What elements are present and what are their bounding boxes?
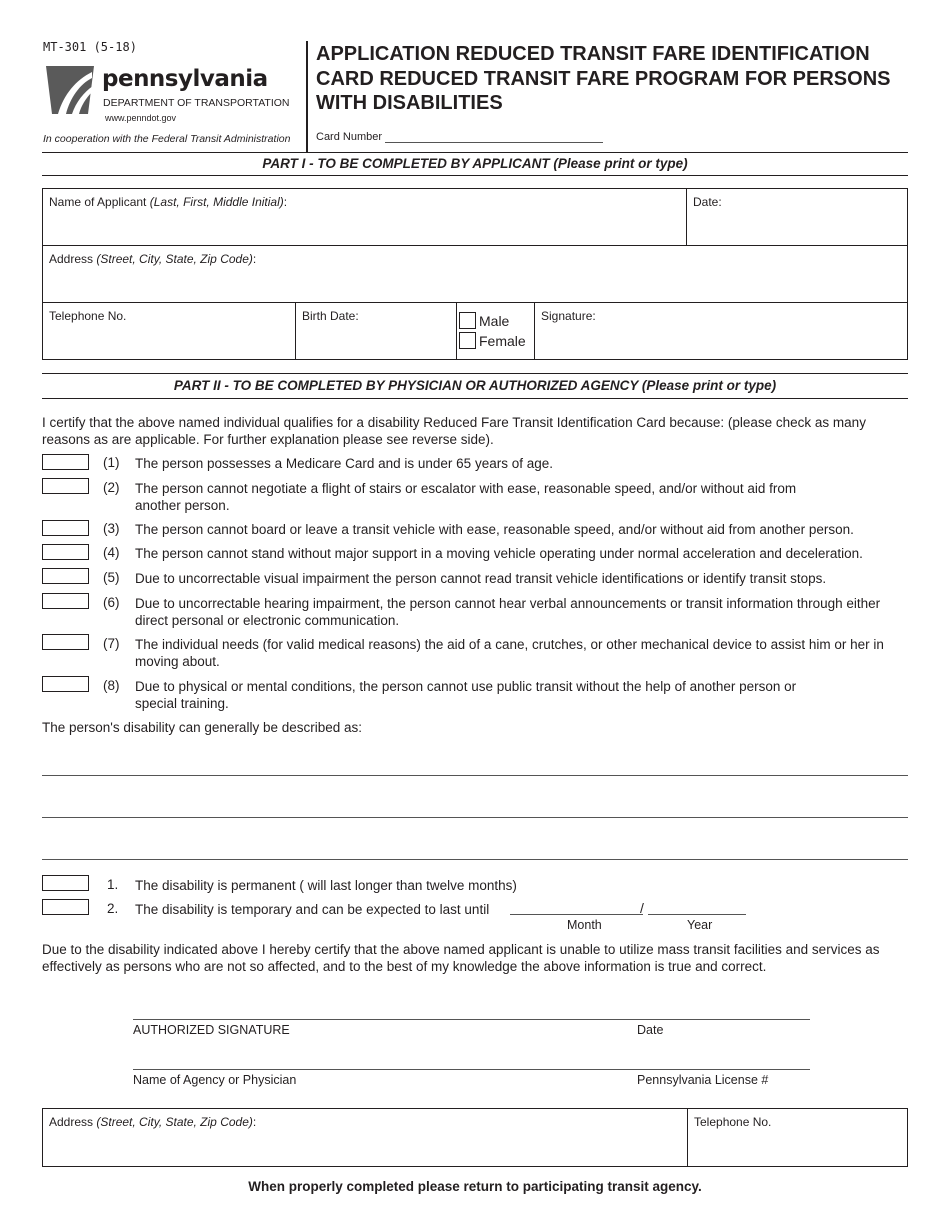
reason-2-checkbox[interactable] <box>42 478 89 494</box>
reason-number: (7) <box>103 636 120 651</box>
cooperation-note: In cooperation with the Federal Transit Administration <box>43 133 291 145</box>
reason-number: (5) <box>103 570 120 585</box>
year-field[interactable] <box>648 914 746 915</box>
reason-number: (2) <box>103 480 120 495</box>
certification-intro: I certify that the above named individual qualifies for a disability Reduced Fare Transit Identification Card because: (please check as many reasons as are applicable. For further explanation please see reverse side). <box>42 415 866 447</box>
header-divider <box>306 41 308 153</box>
reason-5-checkbox[interactable] <box>42 568 89 584</box>
reason-8-checkbox[interactable] <box>42 676 89 692</box>
reason-4-checkbox[interactable] <box>42 544 89 560</box>
reason-text: The individual needs (for valid medical reasons) the aid of a cane, crutches, or other mechanical device to assist him or her in moving about. <box>135 637 884 669</box>
part1-heading: PART I - TO BE COMPLETED BY APPLICANT (Please print or type) <box>262 156 688 171</box>
date-field[interactable] <box>686 188 908 246</box>
disability-description-label: The person's disability can generally be described as: <box>42 720 363 735</box>
license-label: Pennsylvania License # <box>637 1073 769 1087</box>
duration-number: 2. <box>107 901 119 916</box>
female-label: Female <box>479 332 526 349</box>
form-title: APPLICATION REDUCED TRANSIT FARE IDENTIFICATION CARD REDUCED TRANSIT FARE PROGRAM FOR PERSONS WITH DISABILITIES <box>316 43 891 114</box>
keystone-logo-icon <box>44 64 96 116</box>
telephone-label: Telephone No. <box>49 309 127 323</box>
female-option[interactable] <box>459 332 526 349</box>
reason-number: (1) <box>103 455 120 470</box>
reason-number: (6) <box>103 595 120 610</box>
date-label: Date: <box>693 195 722 209</box>
applicant-name-field[interactable]: Name of Applicant (Last, First, Middle Initial): <box>42 188 687 246</box>
date-slash: / <box>640 900 644 916</box>
applicant-address-field[interactable]: Address (Street, City, State, Zip Code): <box>42 245 908 303</box>
authorized-signature-label: AUTHORIZED SIGNATURE <box>133 1023 290 1037</box>
reason-text: Due to uncorrectable hearing impairment, the person cannot hear verbal announcements or transit information through either direct personal or electronic communication. <box>135 596 881 628</box>
signature-field[interactable] <box>534 302 908 360</box>
part2-heading: PART II - TO BE COMPLETED BY PHYSICIAN OR AUTHORIZED AGENCY (Please print or type) <box>173 378 777 393</box>
card-number-label: Card Number <box>316 131 383 143</box>
male-checkbox[interactable] <box>459 312 476 329</box>
month-label: Month <box>567 918 602 932</box>
duration-text: The disability is permanent ( will last longer than twelve months) <box>135 878 517 893</box>
applicant-name-label: Name of Applicant <box>49 195 147 209</box>
permanent-checkbox[interactable] <box>42 875 89 891</box>
reason-number: (8) <box>103 678 120 693</box>
certification-statement: Due to the disability indicated above I hereby certify that the above named applicant is unable to utilize mass transit facilities and services as effectively as persons who are not so affected, and to the best of my knowledge the above information is true and correct. <box>42 942 880 974</box>
agency-address-label: Address <box>49 1115 94 1129</box>
reason-text: The person cannot negotiate a flight of stairs or escalator with ease, reasonable speed, and/or without aid from another person. <box>135 481 797 513</box>
agency-name-field[interactable] <box>133 1069 810 1070</box>
divider <box>42 152 908 153</box>
male-label: Male <box>479 312 510 329</box>
reason-text: Due to uncorrectable visual impairment the person cannot read transit vehicle identifications or identify transit stops. <box>135 571 827 586</box>
birth-date-label: Birth Date: <box>302 309 359 323</box>
agency-address-field[interactable]: Address (Street, City, State, Zip Code): <box>42 1108 688 1167</box>
reason-text: The person cannot stand without major support in a moving vehicle operating under normal acceleration and deceleration. <box>135 546 863 561</box>
duration-text: The disability is temporary and can be expected to last until <box>135 902 490 917</box>
return-instruction: When properly completed please return to participating transit agency. <box>248 1179 702 1194</box>
duration-number: 1. <box>107 877 119 892</box>
year-label: Year <box>687 918 713 932</box>
reason-6-checkbox[interactable] <box>42 593 89 609</box>
divider <box>42 175 908 176</box>
description-line[interactable] <box>42 817 908 818</box>
telephone-field[interactable] <box>42 302 296 360</box>
applicant-name-hint: (Last, First, Middle Initial) <box>149 195 284 209</box>
description-line[interactable] <box>42 859 908 860</box>
reason-1-checkbox[interactable] <box>42 454 89 470</box>
divider <box>42 398 908 399</box>
authorized-signature-field[interactable] <box>133 1019 810 1020</box>
temporary-checkbox[interactable] <box>42 899 89 915</box>
divider <box>42 373 908 374</box>
female-checkbox[interactable] <box>459 332 476 349</box>
agency-telephone-field[interactable] <box>687 1108 908 1167</box>
address-label: Address <box>49 252 94 266</box>
reason-text: The person possesses a Medicare Card and is under 65 years of age. <box>135 456 553 471</box>
agency-address-hint: (Street, City, State, Zip Code) <box>96 1115 253 1129</box>
reason-number: (3) <box>103 521 120 536</box>
birth-date-field[interactable] <box>295 302 457 360</box>
reason-text: The person cannot board or leave a transit vehicle with ease, reasonable speed, and/or without aid from another person. <box>135 522 854 537</box>
agency-name-label: Name of Agency or Physician <box>133 1073 297 1087</box>
gender-cell <box>456 302 535 360</box>
male-option[interactable] <box>459 312 509 329</box>
description-line[interactable] <box>42 775 908 776</box>
agency-telephone-label: Telephone No. <box>694 1115 772 1129</box>
address-hint: (Street, City, State, Zip Code) <box>96 252 253 266</box>
signature-label: Signature: <box>541 309 596 323</box>
reason-3-checkbox[interactable] <box>42 520 89 536</box>
reason-text: Due to physical or mental conditions, the person cannot use public transit without the help of another person or special training. <box>135 679 797 711</box>
brand-name: pennsylvania <box>102 66 268 92</box>
signature-date-label: Date <box>637 1023 664 1037</box>
reason-number: (4) <box>103 545 120 560</box>
reason-7-checkbox[interactable] <box>42 634 89 650</box>
month-field[interactable] <box>510 914 643 915</box>
website: www.penndot.gov <box>105 113 177 123</box>
department-name: DEPARTMENT OF TRANSPORTATION <box>103 97 290 109</box>
form-number: MT-301 (5-18) <box>43 40 137 54</box>
card-number-field[interactable] <box>385 142 603 143</box>
